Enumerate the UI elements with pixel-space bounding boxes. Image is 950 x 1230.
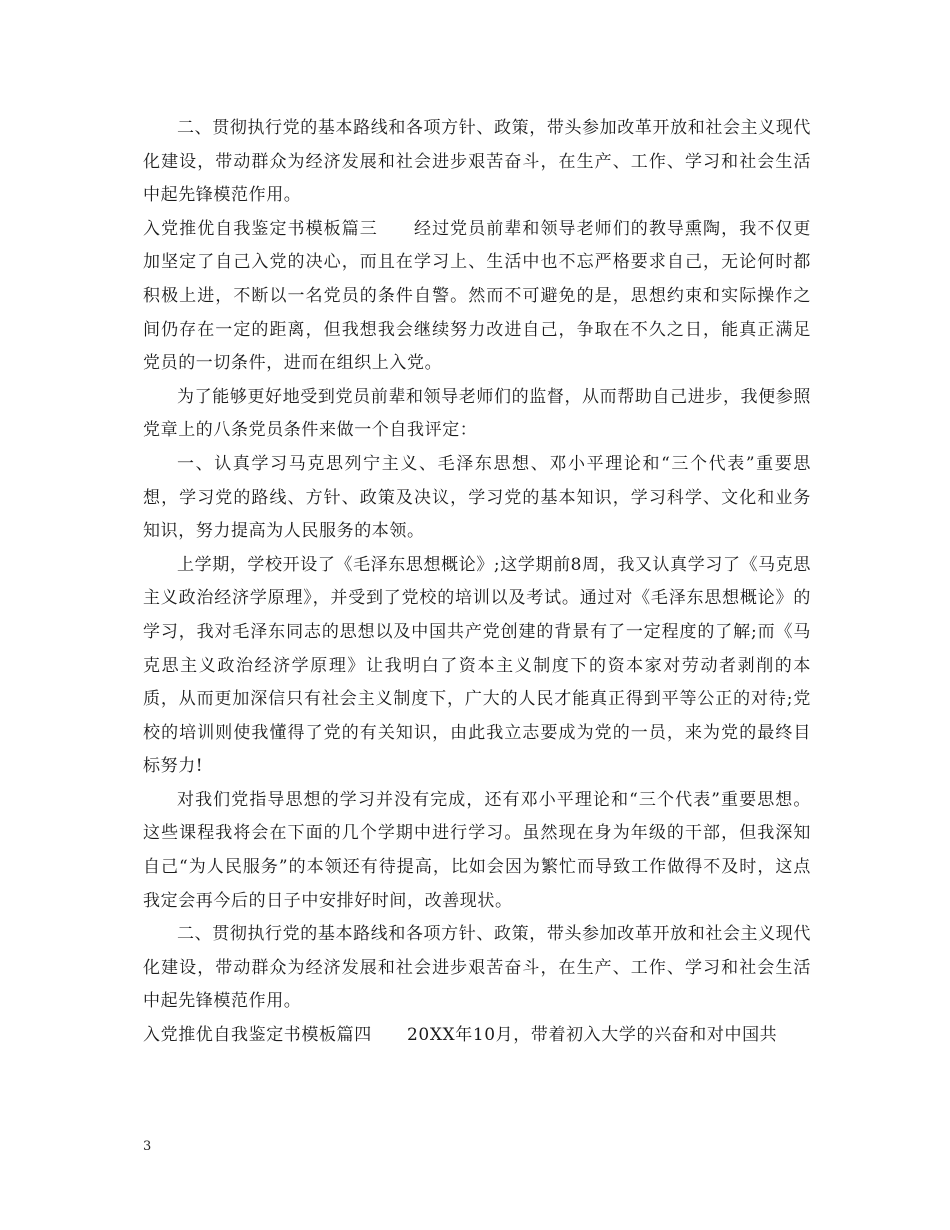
paragraph-study-details: 上学期，学校开设了《毛泽东思想概论》;这学期前8周，我又认真学习了《马克思主义政治经济学原理》，并受到了党校的培训以及考试。通过对《毛泽东思想概论》的学习，我对毛泽东同志的思想以及中国共产党创建的背景有了一定程度的了解;而《马克思主义政治经济学原理》让我明白了资本主义制度下的资本家对劳动者剥削的本质，从而更加深信只有社会主义制度下，广大的人民才能真正得到平等公正的对待;党校的培训则使我懂得了党的有关知识，由此我立志要成为党的一员，来为党的最终目标努力!: [143, 554, 811, 777]
paragraph-item-two: 二、贯彻执行党的基本路线和各项方针、政策，带头参加改革开放和社会主义现代化建设，带动群众为经济发展和社会进步艰苦奋斗，在生产、工作、学习和社会生活中起先锋模范作用。: [143, 924, 811, 1012]
page-number: 3: [143, 1139, 152, 1154]
document-body: [143, 112, 811, 1053]
section-heading-template-four: 入党推优自我鉴定书模板篇四 20XX年10月，带着初入大学的兴奋和对中国共: [143, 1025, 778, 1046]
paragraph-item-two-repeat-top: 二、贯彻执行党的基本路线和各项方针、政策，带头参加改革开放和社会主义现代化建设，带动群众为经济发展和社会进步艰苦奋斗，在生产、工作、学习和社会生活中起先锋模范作用。: [143, 118, 811, 206]
paragraph-item-one: 一、认真学习马克思列宁主义、毛泽东思想、邓小平理论和“三个代表”重要思想，学习党的路线、方针、政策及决议，学习党的基本知识，学习科学、文化和业务知识，努力提高为人民服务的本领。: [143, 453, 811, 542]
paragraph-study-incomplete: 对我们党指导思想的学习并没有完成，还有邓小平理论和“三个代表”重要思想。这些课程我将会在下面的几个学期中进行学习。虽然现在身为年级的干部，但我深知自己“为人民服务”的本领还有待提高，比如会因为繁忙而导致工作做得不及时，这点我定会再今后的日子中安排好时间，改善现状。: [143, 789, 811, 911]
section-heading-template-three: 入党推优自我鉴定书模板篇三 经过党员前辈和领导老师们的教导熏陶，我不仅更加坚定了自己入党的决心，而且在学习上、生活中也不忘严格要求自己，无论何时都积极上进，不断以一名党员的条件自警。然而不可避免的是，思想约束和实际操作之间仍存在一定的距离，但我想我会继续努力改进自己，争取在不久之日，能真正满足党员的一切条件，进而在组织上入党。: [143, 218, 811, 374]
paragraph-intro-evaluation: 为了能够更好地受到党员前辈和领导老师们的监督，从而帮助自己进步，我便参照党章上的八条党员条件来做一个自我评定：: [143, 386, 811, 441]
